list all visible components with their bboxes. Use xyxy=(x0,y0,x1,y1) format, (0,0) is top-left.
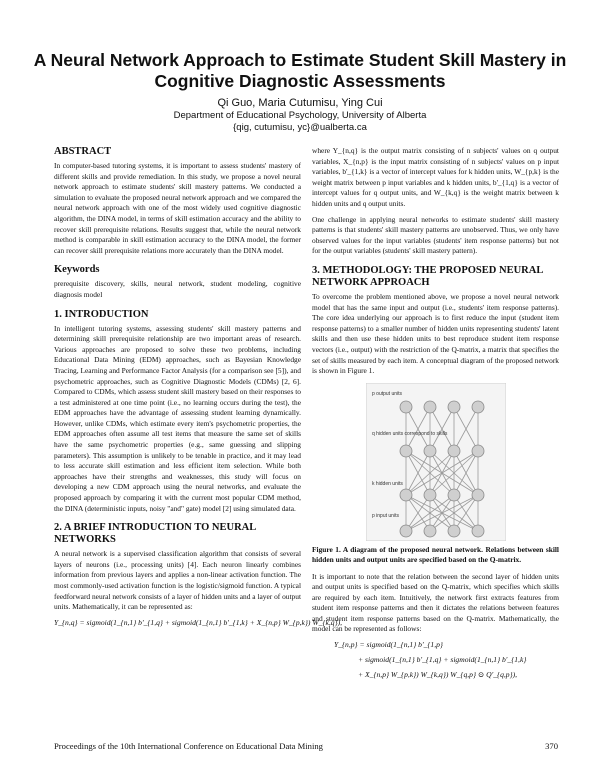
variable-definitions: where Y_{n,q} is the output matrix consisting of n subjects' values on q output variables, X_{n,p} is the input matrix consisting of n subjects' values on p input variables, b'_{1,k} is a vector of intercept values for k hidden units, W_{p,k} is the weight matrix between p input variables and k hidden units, b'_{1,q} is a vector of intercept values for q output units, and W_{k,q} is the weight matrix between k hidden units and q output units. xyxy=(312,146,559,208)
section-3-text: To overcome the problem mentioned above, we propose a novel neural network model that has the same input and output (i.e., students' item response patterns). The core idea underlying our approach is to first reduce the input (student item response patterns) to a smaller number of hidden units representing students' latent skills and then use these hidden units to best reproduce student item response vectors (i.e., output) with the restriction of the Q-matrix, a matrix that specifies the set of skills measured by each item. A conceptual diagram of the proposed network is shown in Figure 1. xyxy=(312,291,559,376)
proceedings-line: Proceedings of the 10th International Conference on Educational Data Mining xyxy=(54,741,323,751)
figure-1-caption: Figure 1. A diagram of the proposed neural network. Relations between skill hidden units and output units are specified based on the Q-matrix. xyxy=(312,544,559,565)
skill-unit xyxy=(472,445,484,457)
input-unit xyxy=(400,525,412,537)
output-unit xyxy=(424,401,436,413)
affiliation: Department of Educational Psychology, University of Alberta xyxy=(173,110,427,121)
hidden-unit xyxy=(400,489,412,501)
output-unit xyxy=(400,401,412,413)
skill-unit xyxy=(400,445,412,457)
neural-network-diagram xyxy=(366,383,506,541)
section-2-heading: 2. A BRIEF INTRODUCTION TO NEURAL NETWORKS xyxy=(54,522,256,546)
label-output-units: p output units xyxy=(371,390,402,397)
label-input-units: p input units xyxy=(371,512,399,519)
input-unit xyxy=(472,525,484,537)
challenge-paragraph: One challenge in applying neural networks to estimate students' skill mastery patterns is that students' skill mastery patterns are unobserved. Thus, we only have observed values for the input variables (students' item response patterns) but not for the output variables (students' skill mastery pattern). xyxy=(312,214,559,256)
label-hidden-units: k hidden units xyxy=(371,480,403,487)
equation-line-3: + X_{n,p} W_{p,k}) W_{k,q}) W_{q,p} ⊙ Q'_{q,p}), xyxy=(358,670,518,680)
skill-unit xyxy=(448,445,460,457)
paper-title: A Neural Network Approach to Estimate Student Skill Mastery in Cognitive Diagnostic Assessments xyxy=(33,50,567,91)
keywords-heading: Keywords xyxy=(54,264,100,276)
author-list: Qi Guo, Maria Cutumisu, Ying Cui xyxy=(217,97,383,109)
output-unit xyxy=(448,401,460,413)
abstract-text: In computer-based tutoring systems, it is important to assess students' mastery of different skills and provide remediation. In this study, we propose a novel neural network approach to estimate students' skill mastery patterns. We conducted a simulation to evaluate the proposed neural network approach and we compared the neural network approach with one of the most widely used cognitive diagnostic algorithm, the DINA model, in terms of skill estimation accuracy and the ability to recover skill prerequisite relations. Results suggest that, while the neural network method is comparable in skill estimation accuracy to the DINA model, the former can recover skill prerequisite relations more accurately than the DINA model. xyxy=(54,161,301,255)
introduction-text: In intelligent tutoring systems, assessing students' skill mastery patterns and determining skill prerequisite relationship are two important areas of research. Various approaches are proposed to solve these two problems, including Educational Data Mining (EDM) approaches, such as Bayesian Knowledge Tracing, Learning and Performance Factor Analysis (for a comparison see [5]), and psychometric approaches, such as Cognitive Diagnostic Models (CDMs) [2, 6]. Compared to CDMs, which assess student skill mastery based on their responses to a test administered at one time point (i.e., no learning occurs during the test), the EDM approaches have the advantage of assessing student learning dynamically. However, unlike CDMs, which estimate every item's psychometric properties, the EDM approaches often assume all test items that measure the same set of skills have the same psychometric properties (e.g., same guessing and slipping parameters). This assumption is unlikely to be tenable in practice, and it may lead to less accurate skill estimation and less efficient item selection. While both approaches have their strengths and weaknesses, this study will focus on developing a new CDM approach using the neural networks, and evaluate the proposed approach by comparing it with the current most popular CDM method, the DINA (deterministic inputs, noisy "and" gate) model [2] using simulated data. xyxy=(54,323,301,513)
hidden-unit xyxy=(424,489,436,501)
figure-1 xyxy=(366,383,506,541)
page-number: 370 xyxy=(545,741,558,751)
author-emails: {qig, cutumisu, yc}@ualberta.ca xyxy=(233,122,367,133)
equation-line-2: + sigmoid(1_{n,1} b'_{1,q} + sigmoid(1_{n,1} b'_{1,k} xyxy=(358,655,527,665)
model-explanation: It is important to note that the relation between the second layer of hidden units and output units is specified based on the Q-matrix, which specifies which skills are required by each item. Intuitively, the network first extracts features from student item response patterns and then it dictates the relations between features and student item response patterns based on the Q-matrix. Mathematically, the model can be represented as follows: xyxy=(312,571,559,634)
keywords-text: prerequisite discovery, skills, neural network, student modeling, cognitive diagnosis model xyxy=(54,279,301,299)
hidden-unit xyxy=(448,489,460,501)
section-3-heading: 3. METHODOLOGY: THE PROPOSED NEURAL NETWORK APPROACH xyxy=(312,264,543,288)
skill-unit xyxy=(424,445,436,457)
input-unit xyxy=(424,525,436,537)
left-column xyxy=(54,146,343,632)
equation-feedforward: Y_{n,q} = sigmoid(1_{n,1} b'_{1,q} + sigmoid(1_{n,1} b'_{1,k} + X_{n,p} W_{p,k}) W_{k,q}), xyxy=(54,617,343,627)
hidden-unit xyxy=(472,489,484,501)
section-2-text: A neural network is a supervised classification algorithm that consists of several layers of neurons (i.e., processing units) [4]. Each neuron linearly combines information from previous layers and applies a non-linear activation function. The most commonly-used activation function is the logistic/sigmoid function. A typical feedforward neural network consists of a layer of hidden units and a layer of output units. Mathematically, it can be represented as: xyxy=(54,549,301,612)
equation-line-1: Y_{n,p} = sigmoid(1_{n,1} b'_{1,p} xyxy=(334,640,443,650)
output-unit xyxy=(472,401,484,413)
abstract-heading: ABSTRACT xyxy=(54,146,112,157)
input-unit xyxy=(448,525,460,537)
label-skill-units: q hidden units correspond to skills xyxy=(371,430,447,437)
right-column xyxy=(312,146,559,684)
introduction-heading: 1. INTRODUCTION xyxy=(54,308,149,320)
